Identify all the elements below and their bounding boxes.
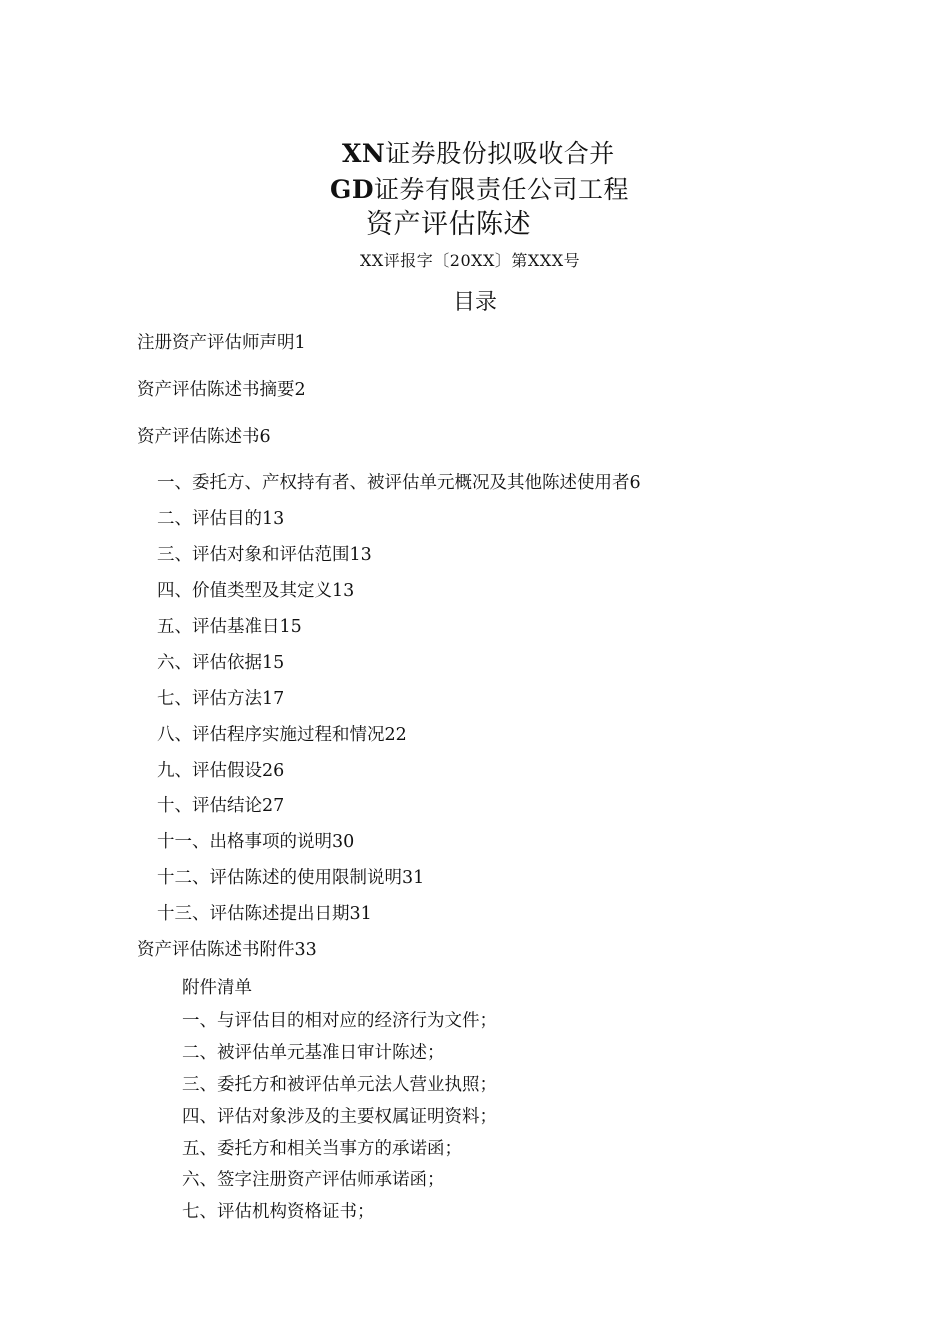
- toc-sub-entry[interactable]: 十、评估结论27: [157, 796, 285, 816]
- annex-item: 六、签字注册资产评估师承诺函；: [182, 1170, 445, 1190]
- annex-item: 七、评估机构资格证书；: [182, 1202, 375, 1222]
- toc-entry[interactable]: 注册资产评估师声明1: [137, 333, 306, 353]
- title-bold-prefix: XN: [342, 139, 386, 168]
- toc-sub-entry[interactable]: 一、委托方、产权持有者、被评估单元概况及其他陈述使用者6: [157, 473, 641, 493]
- title-bold-prefix: GD: [330, 175, 375, 204]
- toc-sub-entry[interactable]: 十一、出格事项的说明30: [157, 832, 355, 852]
- annex-list-heading: 附件清单: [182, 978, 252, 998]
- annex-item: 三、委托方和被评估单元法人营业执照；: [182, 1075, 497, 1095]
- title-text: 证券有限责任公司工程: [374, 175, 630, 204]
- toc-sub-entry[interactable]: 五、评估基准日15: [157, 617, 302, 637]
- report-title-line-2: [330, 170, 629, 206]
- toc-sub-entry[interactable]: 八、评估程序实施过程和情况22: [157, 725, 407, 745]
- toc-sub-entry[interactable]: 二、评估目的13: [157, 509, 285, 529]
- toc-sub-entry[interactable]: 十二、评估陈述的使用限制说明31: [157, 868, 425, 888]
- toc-entry[interactable]: 资产评估陈述书6: [137, 427, 271, 447]
- title-text: 证券股份拟吸收合并: [385, 139, 615, 168]
- toc-sub-entry[interactable]: 七、评估方法17: [157, 689, 285, 709]
- report-number: XX评报字〔20XX〕第XXX号: [360, 251, 581, 270]
- report-title-line-3: 资产评估陈述: [366, 209, 531, 240]
- toc-sub-entry[interactable]: 九、评估假设26: [157, 761, 285, 781]
- report-title-line-1: [342, 134, 615, 170]
- toc-entry-annex[interactable]: 资产评估陈述书附件33: [137, 940, 317, 960]
- toc-sub-entry[interactable]: 六、评估依据15: [157, 653, 285, 673]
- annex-item: 一、与评估目的相对应的经济行为文件；: [182, 1011, 497, 1031]
- toc-sub-entry[interactable]: 十三、评估陈述提出日期31: [157, 904, 372, 924]
- annex-item: 四、评估对象涉及的主要权属证明资料；: [182, 1107, 497, 1127]
- toc-entry[interactable]: 资产评估陈述书摘要2: [137, 380, 306, 400]
- toc-sub-entry[interactable]: 三、评估对象和评估范围13: [157, 545, 372, 565]
- annex-item: 二、被评估单元基准日审计陈述；: [182, 1043, 445, 1063]
- toc-sub-entry[interactable]: 四、价值类型及其定义13: [157, 581, 355, 601]
- annex-item: 五、委托方和相关当事方的承诺函；: [182, 1139, 462, 1159]
- toc-heading: 目录: [453, 290, 498, 315]
